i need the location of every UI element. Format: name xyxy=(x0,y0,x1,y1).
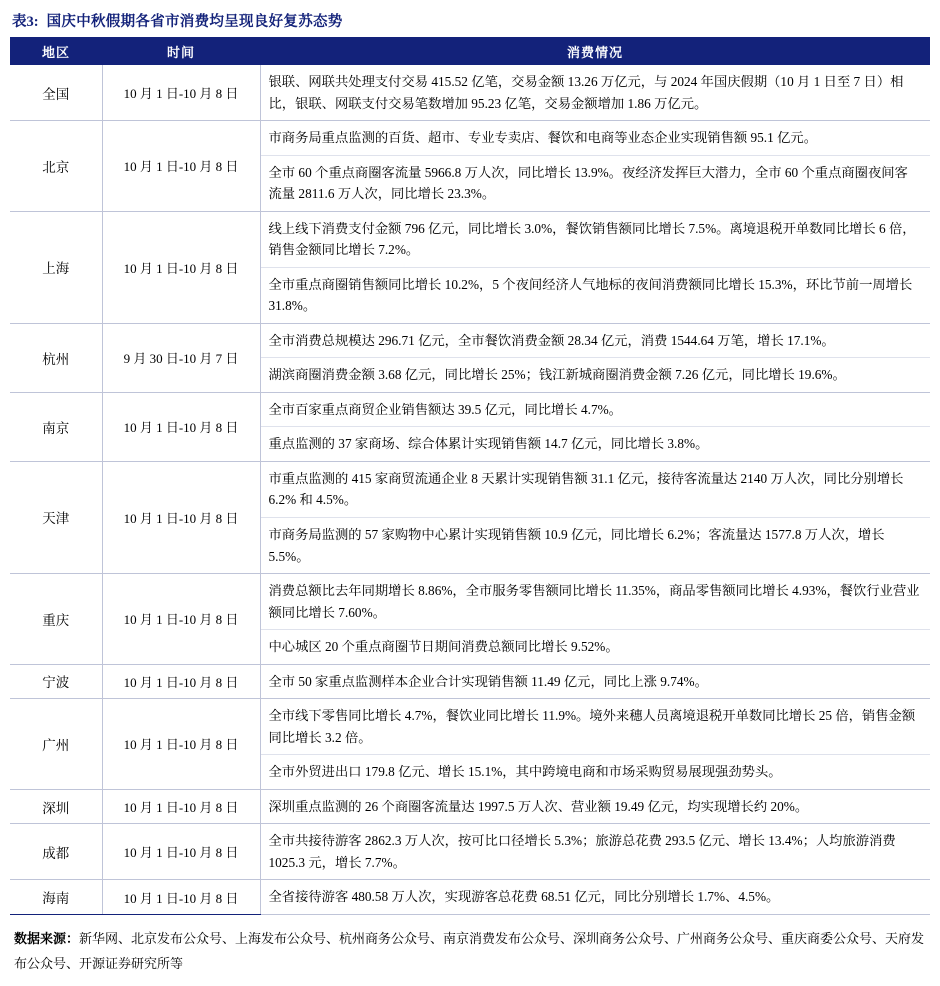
cell-time: 10 月 1 日-10 月 8 日 xyxy=(102,392,260,461)
cell-time: 10 月 1 日-10 月 8 日 xyxy=(102,121,260,212)
source-label: 数据来源： xyxy=(14,930,80,946)
cell-time: 10 月 1 日-10 月 8 日 xyxy=(102,574,260,665)
cell-description: 湖滨商圈消费金额 3.68 亿元，同比增长 25%；钱江新城商圈消费金额 7.26 亿元，同比增长 19.6%。 xyxy=(260,358,930,393)
source-text: 新华网、北京发布公众号、上海发布公众号、杭州商务公众号、南京消费发布公众号、深圳商务公众号、广州商务公众号、重庆商委公众号、天府发布公众号、开源证券研究所等 xyxy=(14,930,925,971)
column-header-description: 消费情况 xyxy=(260,37,930,65)
cell-description: 线上线下消费支付金额 796 亿元，同比增长 3.0%，餐饮销售额同比增长 7.5%。离境退税开单数同比增长 6 倍，销售金额同比增长 7.2%。 xyxy=(260,211,930,267)
cell-description: 深圳重点监测的 26 个商圈客流量达 1997.5 万人次、营业额 19.49 亿元，均实现增长约 20%。 xyxy=(260,789,930,824)
cell-description: 全市线下零售同比增长 4.7%，餐饮业同比增长 11.9%。境外来穗人员离境退税开单数同比增长 25 倍，销售金额同比增长 3.2 倍。 xyxy=(260,699,930,755)
cell-time: 10 月 1 日-10 月 8 日 xyxy=(102,65,260,121)
cell-description: 中心城区 20 个重点商圈节日期间消费总额同比增长 9.52%。 xyxy=(260,630,930,665)
table-title-label: 表3: xyxy=(12,14,39,30)
cell-description: 银联、网联共处理支付交易 415.52 亿笔，交易金额 13.26 万亿元，与 2024 年国庆假期（10 月 1 日至 7 日）相比，银联、网联支付交易笔数增加 95.23 亿笔，交易金额增加 1.86 万亿元。 xyxy=(260,65,930,121)
cell-description: 重点监测的 37 家商场、综合体累计实现销售额 14.7 亿元，同比增长 3.8%。 xyxy=(260,427,930,462)
table-row xyxy=(10,65,930,121)
cell-description: 全市共接待游客 2862.3 万人次，按可比口径增长 5.3%；旅游总花费 293.5 亿元、增长 13.4%；人均旅游消费 1025.3 元，增长 7.7%。 xyxy=(260,824,930,880)
cell-region: 广州 xyxy=(10,699,102,790)
cell-region: 上海 xyxy=(10,211,102,323)
cell-region: 天津 xyxy=(10,461,102,573)
table-header-row xyxy=(10,37,930,65)
cell-description: 市商务局重点监测的百货、超市、专业专卖店、餐饮和电商等业态企业实现销售额 95.1 亿元。 xyxy=(260,121,930,156)
consumption-table xyxy=(10,37,930,915)
cell-time: 10 月 1 日-10 月 8 日 xyxy=(102,789,260,824)
cell-region: 海南 xyxy=(10,880,102,915)
table-row xyxy=(10,121,930,156)
cell-region: 重庆 xyxy=(10,574,102,665)
cell-description: 市重点监测的 415 家商贸流通企业 8 天累计实现销售额 31.1 亿元，接待客流量达 2140 万人次，同比分别增长 6.2% 和 4.5%。 xyxy=(260,461,930,517)
table-title xyxy=(10,8,930,37)
cell-description: 全市重点商圈销售额同比增长 10.2%，5 个夜间经济人气地标的夜间消费额同比增长 15.3%，环比节前一周增长 31.8%。 xyxy=(260,267,930,323)
column-header-region: 地区 xyxy=(10,37,102,65)
cell-region: 北京 xyxy=(10,121,102,212)
cell-description: 全市 60 个重点商圈客流量 5966.8 万人次，同比增长 13.9%。夜经济发挥巨大潜力，全市 60 个重点商圈夜间客流量 2811.6 万人次，同比增长 23.3%。 xyxy=(260,155,930,211)
cell-description: 全市消费总规模达 296.71 亿元，全市餐饮消费金额 28.34 亿元，消费 1544.64 万笔，增长 17.1%。 xyxy=(260,323,930,358)
cell-time: 10 月 1 日-10 月 8 日 xyxy=(102,461,260,573)
cell-time: 10 月 1 日-10 月 8 日 xyxy=(102,664,260,699)
column-header-time: 时间 xyxy=(102,37,260,65)
table-row xyxy=(10,824,930,880)
cell-region: 宁波 xyxy=(10,664,102,699)
cell-time: 10 月 1 日-10 月 8 日 xyxy=(102,699,260,790)
cell-region: 南京 xyxy=(10,392,102,461)
table-title-text: 国庆中秋假期各省市消费均呈现良好复苏态势 xyxy=(46,14,343,30)
table-row xyxy=(10,392,930,427)
cell-region: 杭州 xyxy=(10,323,102,392)
cell-description: 全市百家重点商贸企业销售额达 39.5 亿元，同比增长 4.7%。 xyxy=(260,392,930,427)
cell-time: 9 月 30 日-10 月 7 日 xyxy=(102,323,260,392)
cell-description: 消费总额比去年同期增长 8.86%，全市服务零售额同比增长 11.35%，商品零售额同比增长 4.93%，餐饮行业营业额同比增长 7.60%。 xyxy=(260,574,930,630)
table-row xyxy=(10,323,930,358)
cell-description: 全市外贸进出口 179.8 亿元、增长 15.1%，其中跨境电商和市场采购贸易展现强劲势头。 xyxy=(260,755,930,790)
table-row xyxy=(10,664,930,699)
cell-time: 10 月 1 日-10 月 8 日 xyxy=(102,824,260,880)
table-row xyxy=(10,699,930,755)
table-header xyxy=(10,37,930,65)
cell-description: 市商务局监测的 57 家购物中心累计实现销售额 10.9 亿元，同比增长 6.2%；客流量达 1577.8 万人次，增长 5.5%。 xyxy=(260,517,930,573)
table-row xyxy=(10,880,930,915)
cell-region: 全国 xyxy=(10,65,102,121)
table-row xyxy=(10,789,930,824)
cell-time: 10 月 1 日-10 月 8 日 xyxy=(102,880,260,915)
cell-region: 深圳 xyxy=(10,789,102,824)
cell-region: 成都 xyxy=(10,824,102,880)
table-body xyxy=(10,65,930,914)
cell-description: 全市 50 家重点监测样本企业合计实现销售额 11.49 亿元，同比上涨 9.74%。 xyxy=(260,664,930,699)
table-row xyxy=(10,461,930,517)
source-note xyxy=(10,925,930,976)
cell-description: 全省接待游客 480.58 万人次，实现游客总花费 68.51 亿元，同比分别增长 1.7%、4.5%。 xyxy=(260,880,930,915)
table-row xyxy=(10,574,930,630)
cell-time: 10 月 1 日-10 月 8 日 xyxy=(102,211,260,323)
table-row xyxy=(10,211,930,267)
